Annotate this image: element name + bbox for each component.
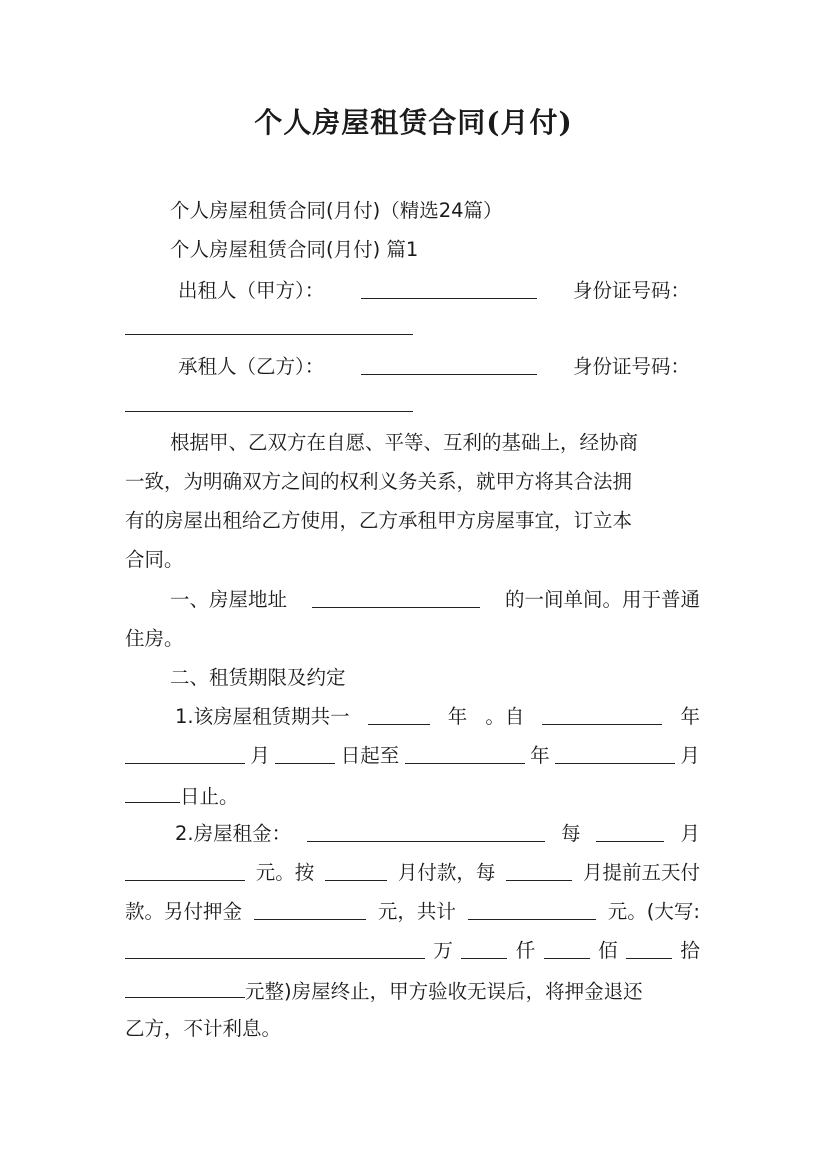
clause1-prefix: 一、房屋地址 — [170, 588, 288, 611]
rent-advance: 月提前五天付 — [582, 861, 700, 884]
clause2-heading: 二、租赁期限及约定 — [170, 666, 346, 689]
start-day-blank — [275, 743, 335, 764]
lessee-id-blank — [125, 411, 413, 412]
term-row-2 — [125, 743, 700, 769]
advance-months-blank — [506, 860, 572, 881]
bai-blank — [626, 938, 672, 959]
rent-yuan-total: 元，共计 — [377, 900, 456, 923]
rent-row-4 — [125, 938, 700, 964]
pay-months-blank — [325, 860, 387, 881]
rent-shi: 拾 — [680, 939, 700, 962]
term-p1: 1.该房屋租赁期共一 — [175, 705, 350, 728]
rent-month: 月 — [680, 822, 700, 845]
term-end: 日止。 — [180, 785, 239, 808]
document-title: 个人房屋租赁合同(月付) — [254, 106, 573, 139]
clause1-suffix: 的一间单间。用于普通 — [504, 588, 700, 611]
end-month-blank — [555, 743, 675, 764]
deposit-blank — [254, 899, 366, 920]
intro-line-4: 合同。 — [125, 548, 184, 571]
shi-blank — [125, 977, 245, 998]
end-year-blank — [405, 743, 525, 764]
rent-wan: 万 — [433, 939, 453, 962]
lessee-id-label: 身份证号码： — [572, 355, 690, 378]
rent-per: 每 — [561, 822, 581, 845]
rent-bai: 佰 — [598, 939, 618, 962]
rent-yuan-pay: 元。按 — [255, 861, 315, 884]
total-blank — [468, 899, 596, 920]
start-year-blank — [542, 704, 662, 725]
rent-amount-blank — [307, 821, 545, 842]
lessor-row — [178, 278, 690, 304]
document-subtitle: 个人房屋租赁合同(月付)（精选24篇） — [170, 199, 503, 222]
rent-monthly-pay: 月付款，每 — [397, 861, 496, 884]
term-row-3 — [125, 782, 239, 810]
intro-line-1: 根据甲、乙双方在自愿、平等、互利的基础上，经协商 — [170, 431, 639, 454]
rent-end: 元整)房屋终止，甲方验收无误后，将押金退还 — [245, 980, 643, 1003]
end-day-blank — [125, 782, 180, 803]
intro-line-2: 一致，为明确双方之间的权利义务关系，就甲方将其合法拥 — [125, 470, 633, 493]
term-row-1 — [175, 704, 700, 730]
rent-yuan-blank — [125, 860, 245, 881]
term-year-3: 年 — [530, 744, 550, 767]
term-from: 。自 — [485, 705, 525, 728]
term-year-2: 年 — [680, 705, 700, 728]
caps-amount-blank — [125, 938, 425, 959]
address-blank — [312, 587, 480, 608]
lessee-label: 承租人（乙方）： — [178, 355, 325, 378]
section-heading: 个人房屋租赁合同(月付) 篇1 — [170, 238, 419, 261]
rent-qian: 仟 — [515, 939, 536, 962]
lessee-row — [178, 354, 690, 380]
lessor-name-blank — [361, 278, 537, 299]
rent-row-3 — [125, 899, 700, 925]
rent-row-2 — [125, 860, 700, 886]
lessee-name-blank — [361, 354, 537, 375]
start-month-blank — [125, 743, 245, 764]
rent-period-blank — [596, 821, 664, 842]
rent-deposit: 款。另付押金 — [125, 900, 243, 923]
term-year: 年 — [447, 705, 468, 728]
clause1-cont: 住房。 — [125, 627, 184, 650]
wan-blank — [461, 938, 507, 959]
rent-yuan-caps: 元。(大写: — [607, 900, 700, 923]
clause1-row — [170, 587, 700, 613]
rent-row-5 — [125, 977, 643, 1005]
lessor-label: 出租人（甲方）： — [178, 279, 325, 302]
term-day-from: 日起至 — [340, 744, 400, 767]
term-month-2: 月 — [680, 744, 700, 767]
lessor-id-label: 身份证号码： — [572, 279, 690, 302]
qian-blank — [544, 938, 590, 959]
lessor-id-blank — [125, 334, 413, 335]
rent-row-6: 乙方，不计利息。 — [125, 1017, 282, 1040]
term-years-blank — [368, 704, 430, 725]
intro-line-3: 有的房屋出租给乙方使用，乙方承租甲方房屋事宜，订立本 — [125, 509, 633, 532]
rent-p1: 2.房屋租金： — [175, 822, 292, 845]
rent-row-1 — [175, 821, 700, 847]
term-month: 月 — [250, 744, 270, 767]
